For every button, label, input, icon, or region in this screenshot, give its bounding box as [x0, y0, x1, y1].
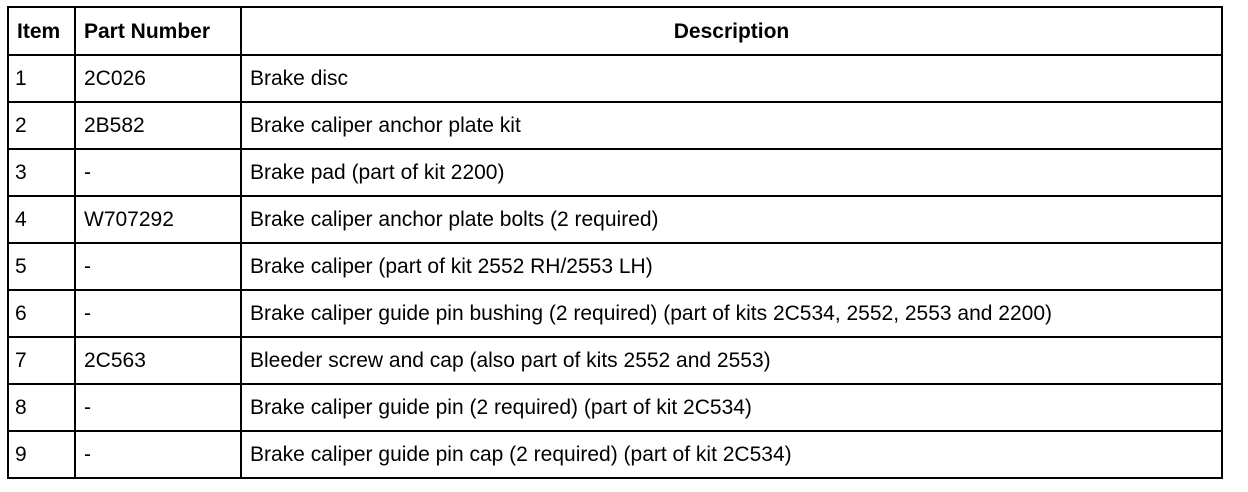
part-number-cell: - — [75, 384, 241, 431]
column-header-item: Item — [8, 7, 75, 55]
table-row — [8, 102, 1222, 149]
table-row — [8, 337, 1222, 384]
description-cell: Brake disc — [241, 55, 1222, 102]
item-cell: 7 — [8, 337, 75, 384]
part-number-cell: 2C563 — [75, 337, 241, 384]
table-row — [8, 431, 1222, 478]
parts-table — [7, 6, 1223, 479]
description-cell: Brake pad (part of kit 2200) — [241, 149, 1222, 196]
part-number-cell: - — [75, 290, 241, 337]
description-cell: Brake caliper anchor plate kit — [241, 102, 1222, 149]
item-cell: 6 — [8, 290, 75, 337]
item-cell: 3 — [8, 149, 75, 196]
description-cell: Bleeder screw and cap (also part of kits 2552 and 2553) — [241, 337, 1222, 384]
item-cell: 9 — [8, 431, 75, 478]
item-cell: 4 — [8, 196, 75, 243]
part-number-cell: 2C026 — [75, 55, 241, 102]
table-row — [8, 149, 1222, 196]
table-row — [8, 384, 1222, 431]
table-row — [8, 55, 1222, 102]
description-cell: Brake caliper guide pin bushing (2 required) (part of kits 2C534, 2552, 2553 and 2200) — [241, 290, 1222, 337]
part-number-cell: - — [75, 431, 241, 478]
description-cell: Brake caliper guide pin cap (2 required) (part of kit 2C534) — [241, 431, 1222, 478]
item-cell: 8 — [8, 384, 75, 431]
item-cell: 5 — [8, 243, 75, 290]
table-body — [8, 55, 1222, 478]
table-row — [8, 196, 1222, 243]
item-cell: 1 — [8, 55, 75, 102]
part-number-cell: W707292 — [75, 196, 241, 243]
column-header-description: Description — [241, 7, 1222, 55]
description-cell: Brake caliper (part of kit 2552 RH/2553 LH) — [241, 243, 1222, 290]
header-row — [8, 7, 1222, 55]
table-header — [8, 7, 1222, 55]
item-cell: 2 — [8, 102, 75, 149]
column-header-part-number: Part Number — [75, 7, 241, 55]
part-number-cell: - — [75, 243, 241, 290]
description-cell: Brake caliper anchor plate bolts (2 required) — [241, 196, 1222, 243]
table-row — [8, 243, 1222, 290]
description-cell: Brake caliper guide pin (2 required) (part of kit 2C534) — [241, 384, 1222, 431]
part-number-cell: 2B582 — [75, 102, 241, 149]
part-number-cell: - — [75, 149, 241, 196]
table-row — [8, 290, 1222, 337]
